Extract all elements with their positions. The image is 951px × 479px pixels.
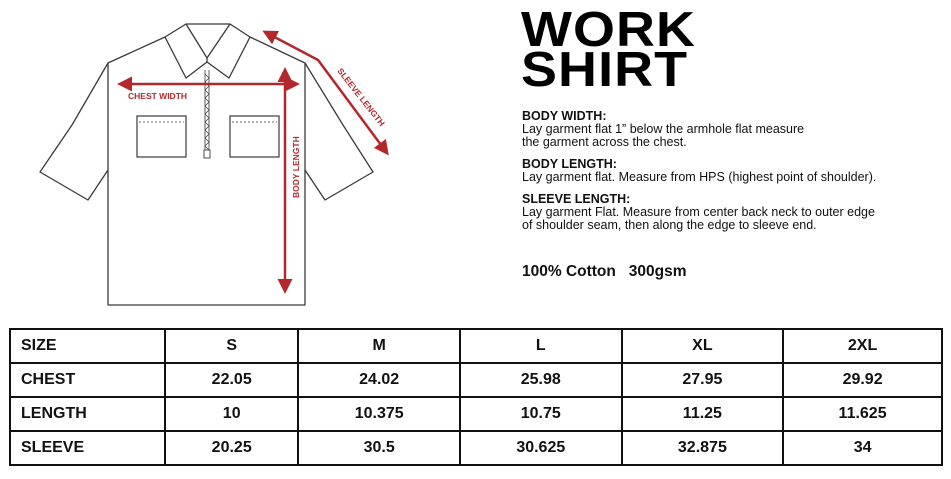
instruction-line: Lay garment flat 1” below the armhole flat measure (522, 122, 805, 136)
header-cell: L (460, 329, 622, 363)
row-label: CHEST (10, 363, 165, 397)
table-cell: 11.625 (783, 397, 942, 431)
instruction-line: the garment across the chest. (522, 135, 687, 149)
instruction-line: of shoulder seam, then along the edge to sleeve end. (522, 218, 817, 232)
table-row (10, 363, 942, 397)
title-line-1: WORK (521, 3, 697, 57)
table-row (10, 397, 942, 431)
table-cell: 30.5 (298, 431, 460, 465)
instruction-heading: SLEEVE LENGTH: (522, 192, 631, 206)
instruction-heading: BODY WIDTH: (522, 109, 607, 123)
instruction-sleeve-length (522, 193, 942, 232)
table-header-row (10, 329, 942, 363)
header-cell: M (298, 329, 460, 363)
measurement-instructions (522, 110, 942, 241)
table-cell: 29.92 (783, 363, 942, 397)
table-cell: 10 (165, 397, 298, 431)
page-title (521, 3, 697, 97)
fabric-spec: 100% Cotton 300gsm (522, 263, 687, 280)
instruction-line: Lay garment flat. Measure from HPS (highest point of shoulder). (522, 170, 877, 184)
table-cell: 20.25 (165, 431, 298, 465)
instruction-line: Lay garment Flat. Measure from center back neck to outer edge (522, 205, 875, 219)
chest-width-label: CHEST WIDTH (128, 91, 188, 101)
sleeve-length-label: SLEEVE LENGTH (335, 66, 387, 129)
table-cell: 27.95 (622, 363, 784, 397)
header-cell: 2XL (783, 329, 942, 363)
table-cell: 22.05 (165, 363, 298, 397)
table-cell: 24.02 (298, 363, 460, 397)
instruction-body-width (522, 110, 942, 149)
instruction-body-length (522, 158, 942, 184)
table-cell: 10.75 (460, 397, 622, 431)
table-cell: 34 (783, 431, 942, 465)
row-label: SLEEVE (10, 431, 165, 465)
body-length-label: BODY LENGTH (291, 136, 301, 198)
table-cell: 10.375 (298, 397, 460, 431)
shirt-diagram (0, 0, 510, 320)
header-cell: XL (622, 329, 784, 363)
row-label: LENGTH (10, 397, 165, 431)
header-size: SIZE (10, 329, 165, 363)
table-cell: 25.98 (460, 363, 622, 397)
table-row (10, 431, 942, 465)
table-cell: 32.875 (622, 431, 784, 465)
table-cell: 11.25 (622, 397, 784, 431)
instruction-heading: BODY LENGTH: (522, 157, 617, 171)
size-chart-table (9, 328, 943, 466)
table-cell: 30.625 (460, 431, 622, 465)
title-line-2: SHIRT (521, 43, 689, 97)
header-cell: S (165, 329, 298, 363)
